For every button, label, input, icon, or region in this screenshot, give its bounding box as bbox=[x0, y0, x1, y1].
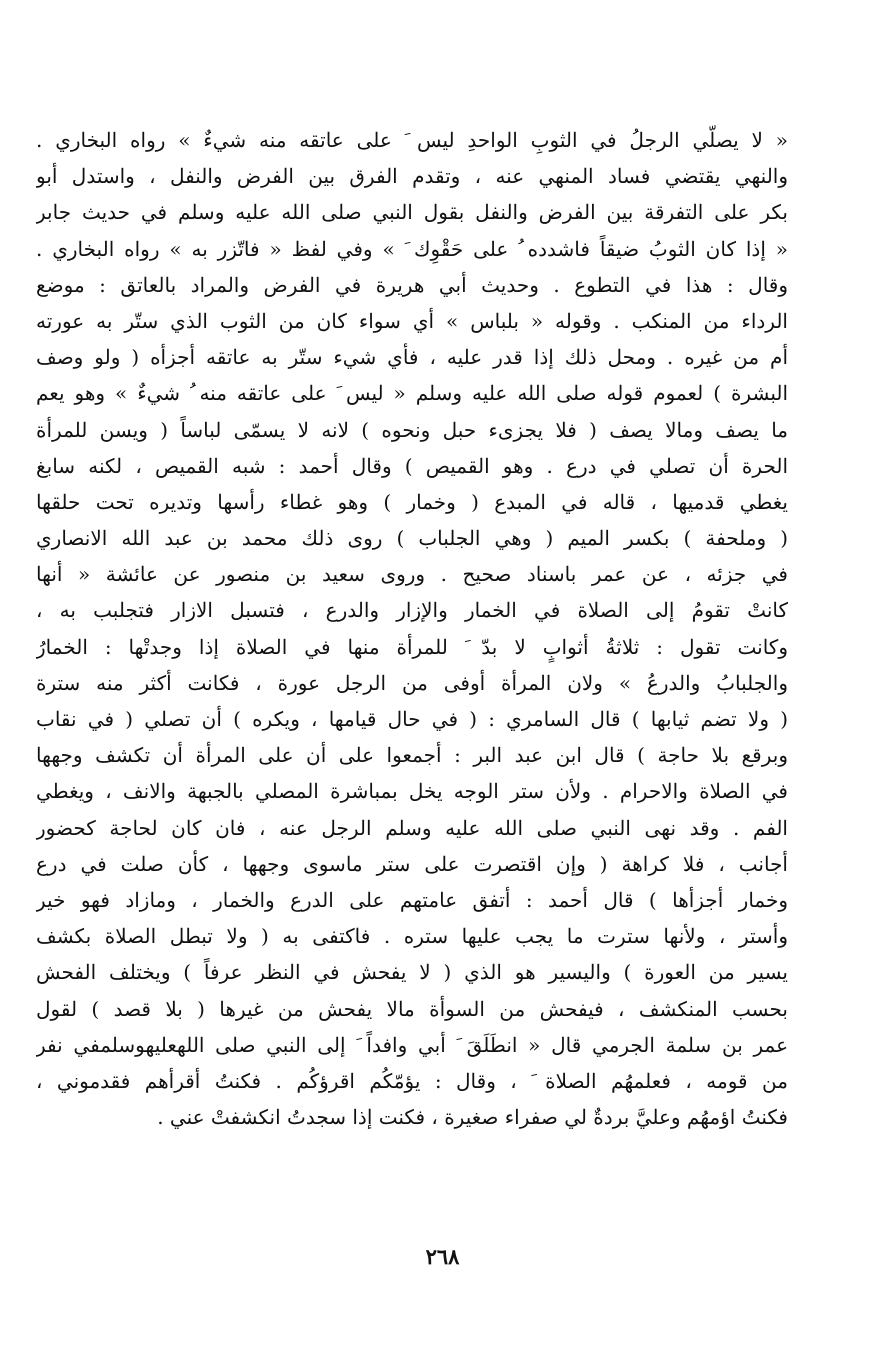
text-line: ما يصف ومالا يصف ( فلا يجزىء حبل ونحوه ) لانه لا يسمّى لباساً ( ويسن للمرأة bbox=[36, 417, 788, 442]
text-line: الحرة أن تصلي في درع . وهو القميص ) وقال أحمد : شبه القميص ، لكنه سابغ bbox=[36, 453, 788, 478]
text-line: من قومه ، فعلمهُم الصلاة َ ، وقال : يؤمّكُم اقرؤكُم . فكنتُ أقرأهم فقدموني ، bbox=[36, 1068, 788, 1093]
text-line: بكر على التفرقة بين الفرض والنفل بقول النبي صلى الله عليه وسلم في حديث جابر bbox=[36, 200, 788, 225]
text-line: يسير من العورة ) واليسير هو الذي ( لا يفحش في النظر عرفاً ) ويختلف الفحش bbox=[36, 960, 788, 985]
text-line: كانتْ تقومُ إلى الصلاة في الخمار والإزار والدرع ، فتسبل الازار فتجلبب به ، bbox=[36, 598, 788, 623]
text-line: « إذا كان الثوبُ ضيقاً فاشدده ُ على حَقْوِك َ » وفي لفظ « فاتّزر به » رواه البخاري . bbox=[36, 236, 788, 261]
text-line: ( وملحفة ) بكسر الميم ( وهي الجلباب ) روى ذلك محمد بن عبد الله الانصاري bbox=[36, 526, 788, 551]
text-line: وأستر ، ولأنها سترت ما يجب عليها ستره . فاكتفى به ( ولا تبطل الصلاة بكشف bbox=[36, 924, 788, 949]
text-line: والجلبابُ والدرعُ » ولان المرأة أوفى من الرجل عورة ، فكانت أكثر منه سترة bbox=[36, 670, 788, 695]
text-line: في الصلاة والاحرام . ولأن ستر الوجه يخل بمباشرة المصلي بالجبهة والانف ، ويغطي bbox=[36, 779, 788, 804]
text-line: البشرة ) لعموم قوله صلى الله عليه وسلم « ليس َ على عاتقه منه ُ شيءٌ » وهو يعم bbox=[36, 381, 788, 406]
text-line: وقال : هذا في التطوع . وحديث أبي هريرة في الفرض والمراد بالعاتق : موضع bbox=[36, 272, 788, 297]
text-line: أجانب ، فلا كراهة ( وإن اقتصرت على ستر ماسوى وجهها ، كأن صلت في درع bbox=[36, 851, 788, 876]
text-line: « لا يصلّي الرجلُ في الثوبِ الواحدِ ليس َ على عاتقه منه شيءٌ » رواه البخاري . bbox=[36, 128, 788, 152]
text-line: فكنتُ اؤمهُم وعليَّ بردةٌ لي صفراء صغيرة ، فكنت إذا سجدتُ انكشفتْ عني . bbox=[157, 1105, 788, 1130]
text-line: وخمار أجزأها ) قال أحمد : أتفق عامتهم على الدرع والخمار ، ومازاد فهو خير bbox=[36, 887, 788, 912]
text-line: وبرقع بلا حاجة ) قال ابن عبد البر : أجمعوا على أن على المرأة أن تكشف وجهها bbox=[36, 743, 788, 768]
text-line: في جزئه ، عن عمر باسناد صحيح . وروى سعيد بن منصور عن عائشة « أنها bbox=[36, 562, 788, 587]
text-line: الرداء من المنكب . وقوله « بلباس » أي سواء كان من الثوب الذي ستّر به عورته bbox=[36, 308, 788, 333]
text-line: وكانت تقول : ثلاثةُ أثوابٍ لا بدّ َ للمرأة منها في الصلاة إذا وجدتْها : الخمارُ bbox=[36, 634, 788, 659]
text-line: والنهي يقتضي فساد المنهي عنه ، وتقدم الفرق بين الفرض والنفل ، واستدل أبو bbox=[36, 164, 788, 189]
text-line: عمر بن سلمة الجرمي قال « انطَلَقَ َ أبي وافداً َ إلى النبي صلى اللهعليهوسلمفي نفر bbox=[36, 1032, 788, 1057]
body-text bbox=[36, 122, 788, 1135]
text-line: أم من غيره . ومحل ذلك إذا قدر عليه ، فأي شيء ستّر به عاتقه أجزأه ( ولو وصف bbox=[36, 345, 788, 370]
text-line: الفم . وقد نهى النبي صلى الله عليه وسلم الرجل عنه ، فان كان لحاجة كحضور bbox=[36, 815, 788, 840]
text-line: ( ولا تضم ثيابها ) قال السامري : ( في حال قيامها ، ويكره ) أن تصلي ( في نقاب bbox=[36, 707, 788, 731]
page-number: ٢٦٨ bbox=[425, 1244, 460, 1269]
text-line: بحسب المنكشف ، فيفحش من السوأة مالا يفحش من غيرها ( بلا قصد ) لقول bbox=[36, 996, 788, 1021]
text-line: يغطي قدميها ، قاله في المبدع ( وخمار ) وهو غطاء رأسها وتديره تحت حلقها bbox=[36, 489, 788, 514]
